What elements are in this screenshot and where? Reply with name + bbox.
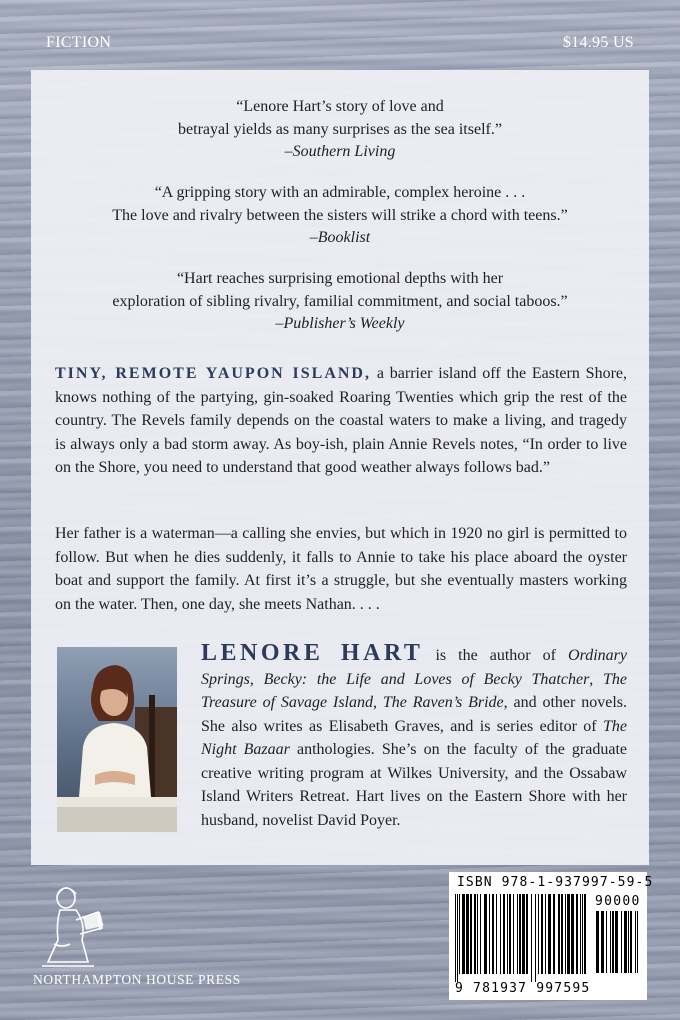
quote-line: The love and rivalry between the sisters will strike a chord with teens.” [112,206,568,224]
review-quote [31,96,649,164]
bio-text: , [249,670,254,688]
barcode-bar [596,911,599,973]
price-label: $14.95 US [562,34,634,51]
barcode-bar [571,894,574,974]
barcode-bar [496,894,497,974]
barcode-bar [455,894,456,982]
barcode-bar [621,911,622,973]
text-panel [31,70,649,865]
barcode-bar [474,894,476,974]
quote-line: exploration of sibling rivalry, familial commitment, and social taboos.” [112,292,568,310]
barcode-bar [492,894,494,974]
barcode-bar [545,894,546,974]
synopsis-paragraph [55,362,627,480]
barcode-bar [637,911,638,973]
barcode-bar [484,894,487,974]
ean-digits: 9 781937 997595 [455,981,591,996]
barcode-bar [612,911,614,973]
isbn-label: ISBN 978-1-937997-59-5 [457,875,654,890]
barcode-bar [635,911,636,973]
barcode-bar [584,894,586,974]
barcode-bar [580,894,581,974]
barcode-bar [480,894,481,974]
bio-text: , [589,670,594,688]
barcode-bar [606,911,607,973]
review-quote [31,268,649,336]
barcode-bar [503,894,505,974]
synopsis-paragraph: Her father is a waterman—a calling she envies, but which in 1920 no girl is permitted to follow. But when he dies suddenly, it falls to Annie to take his place aboard the oyster boat and support the family. At first it’s a struggle, but she eventually masters working on the water. Then, one day, she meets Nathan. . . . [55,525,627,613]
book-title: Ordinary Springs [201,647,628,688]
barcode-bar [541,894,543,974]
book-title: The Raven’s Bride [382,694,504,711]
quote-source: –Booklist [309,229,371,246]
barcode-bar [500,894,501,974]
barcode-bar [558,894,560,974]
barcode-bar [565,894,566,974]
publisher-logo [36,884,118,972]
barcode-bar [519,894,521,974]
barcode-bar [553,894,555,974]
barcode-bar [457,894,458,982]
barcode-bar [548,894,551,974]
author-photo [57,647,177,832]
barcode-bar [470,894,472,974]
bio-text: , and other novels. She also writes as Elisabeth Graves, and is series editor of [201,694,627,735]
bio-text: is the author of [435,647,556,664]
quote-line: betrayal yields as many surprises as the sea itself.” [178,120,502,138]
barcode-bars [455,894,589,982]
barcode-bar [459,894,460,974]
barcode-bar [624,911,627,973]
isbn-barcode [449,872,654,1000]
barcode-bar [576,894,578,974]
quote-line: “Hart reaches surprising emotional depths with her [176,270,504,287]
quote-source: –Publisher’s Weekly [275,315,405,332]
barcode-bar [489,894,490,974]
barcode-bar [526,894,528,974]
barcode-bar [507,894,508,974]
barcode-bar [531,894,532,982]
author-bio [201,642,627,832]
quote-source: –Southern Living [284,143,396,160]
publisher-name: NORTHAMPTON HOUSE PRESS [33,972,241,987]
barcode-bar [615,911,618,973]
quote-line: “A gripping story with an admirable, complex heroine . . . [154,184,526,201]
quote-line: “Lenore Hart’s story of love and [236,98,444,115]
barcode-bar [462,894,465,974]
barcode-bar [538,894,539,974]
book-title: The Night Bazaar [201,717,628,758]
barcode-bar [610,911,611,973]
supplement-bars [596,911,642,981]
supplement-code: 90000 [595,894,641,909]
barcode-bar [466,894,469,974]
barcode-bar [567,894,570,974]
barcode-bar [477,894,478,974]
book-title: The Treasure of Savage Island [201,670,628,711]
barcode-bar [513,894,514,974]
book-title: Becky: the Life and Loves of Becky Thatcher [263,670,590,688]
author-name: LENORE HART [201,640,424,666]
review-quote [31,182,649,250]
bio-text: anthologies. She’s on the faculty of the graduate creative writing program at Wilkes University, and the Ossabaw Island Writers Retreat. Hart lives on the Eastern Shore with her husband, novelist David Poyer. [201,741,627,829]
synopsis-lead: TINY, REMOTE YAUPON ISLAND, [55,365,371,382]
genre-label: FICTION [46,34,112,51]
barcode-bar [561,894,563,974]
barcode-bar [628,911,629,973]
barcode-bar [601,911,604,973]
barcode-bar [517,894,518,974]
synopsis-text: a barrier island off the Eastern Shore, knows nothing of the partying, gin-soaked Roaring Twenties which grip the rest of the country. The Revels family depends on the coastal waters to make a living, and tragedy is always only a bad storm away. As boy-ish, plain Annie Revels notes, “In order to live on the Shore, you need to understand that good weather always follows bad.” [55,365,628,476]
barcode-bar [582,894,583,974]
barcode-bar [509,894,511,974]
bio-text: , [372,694,377,711]
barcode-bar [630,911,632,973]
barcode-bar [535,894,536,982]
barcode-bar [522,894,525,974]
